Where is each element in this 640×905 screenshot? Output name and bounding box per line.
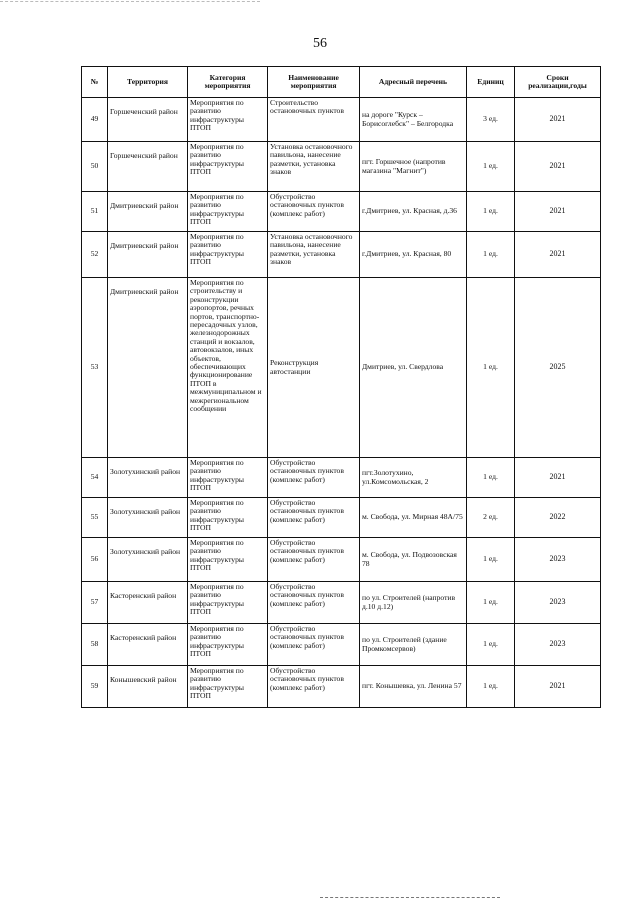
units-cell: 1 ед. [467,624,515,666]
territory-cell: Дмитриевский район [108,232,188,278]
address-cell: пгт.Золотухино, ул.Комсомольская, 2 [360,458,467,498]
category-cell: Мероприятия по развитию инфраструктуры ПТОП [188,582,268,624]
category-cell: Мероприятия по развитию инфраструктуры ПТОП [188,666,268,708]
row-number: 54 [82,458,108,498]
header-address: Адресный перечень [360,67,467,98]
address-cell: г.Дмитриев, ул. Красная, 80 [360,232,467,278]
category-cell: Мероприятия по строительству и реконструкции аэропортов, речных портов, транспортно-пересадочных узлов, железнодорожных станций и вокзалов, автовокзалов, иных объектов, обеспечивающих функционирование ПТОП в межмуниципальном и межрегиональном сообщении [188,278,268,458]
term-cell: 2021 [515,232,601,278]
measure-name-cell: Обустройство остановочных пунктов (комплекс работ) [268,624,360,666]
row-number: 57 [82,582,108,624]
units-cell: 3 ед. [467,98,515,142]
table-row [82,498,601,538]
measure-name-cell: Обустройство остановочных пунктов (комплекс работ) [268,192,360,232]
measure-name-cell: Обустройство остановочных пунктов (комплекс работ) [268,538,360,582]
term-cell: 2023 [515,582,601,624]
units-cell: 1 ед. [467,192,515,232]
header-territory: Территория [108,67,188,98]
bottom-edge-rule [320,897,500,898]
address-cell: пгт. Конышевка, ул. Ленина 57 [360,666,467,708]
table-row [82,278,601,458]
units-cell: 1 ед. [467,232,515,278]
measure-name-cell: Обустройство остановочных пунктов (комплекс работ) [268,666,360,708]
row-number: 50 [82,142,108,192]
table-row [82,666,601,708]
table-row [82,192,601,232]
row-number: 56 [82,538,108,582]
address-cell: пгт. Горшечное (напротив магазина "Магнит") [360,142,467,192]
term-cell: 2021 [515,98,601,142]
header-category: Категория мероприятия [188,67,268,98]
category-cell: Мероприятия по развитию инфраструктуры ПТОП [188,98,268,142]
measure-name-cell: Установка остановочного павильона, нанесение разметки, установка знаков [268,142,360,192]
units-cell: 1 ед. [467,458,515,498]
row-number: 51 [82,192,108,232]
header-units: Единиц [467,67,515,98]
units-cell: 1 ед. [467,582,515,624]
territory-cell: Касторенский район [108,624,188,666]
territory-cell: Горшеченский район [108,98,188,142]
term-cell: 2025 [515,278,601,458]
address-cell: по ул. Строителей (здание Промкомсервов) [360,624,467,666]
territory-cell: Дмитриевский район [108,278,188,458]
territory-cell: Золотухинский район [108,458,188,498]
row-number: 58 [82,624,108,666]
measure-name-cell: Обустройство остановочных пунктов (комплекс работ) [268,458,360,498]
top-edge-rule [0,1,260,2]
address-cell: г.Дмитриев, ул. Красная, д.36 [360,192,467,232]
page-number: 56 [313,36,327,51]
units-cell: 1 ед. [467,666,515,708]
table-row [82,624,601,666]
table-row [82,582,601,624]
units-cell: 1 ед. [467,278,515,458]
units-cell: 1 ед. [467,142,515,192]
category-cell: Мероприятия по развитию инфраструктуры ПТОП [188,498,268,538]
territory-cell: Конышевский район [108,666,188,708]
row-number: 49 [82,98,108,142]
table-header-row [82,67,601,98]
row-number: 55 [82,498,108,538]
row-number: 59 [82,666,108,708]
row-number: 53 [82,278,108,458]
term-cell: 2023 [515,538,601,582]
measure-name-cell: Реконструкция автостанции [268,278,360,458]
address-cell: по ул. Строителей (напротив д.10 д.12) [360,582,467,624]
measure-name-cell: Обустройство остановочных пунктов (комплекс работ) [268,582,360,624]
measure-name-cell: Обустройство остановочных пунктов (комплекс работ) [268,498,360,538]
term-cell: 2023 [515,624,601,666]
table-row [82,538,601,582]
row-number: 52 [82,232,108,278]
measure-name-cell: Установка остановочного павильона, нанесение разметки, установка знаков [268,232,360,278]
category-cell: Мероприятия по развитию инфраструктуры ПТОП [188,458,268,498]
table-row [82,142,601,192]
category-cell: Мероприятия по развитию инфраструктуры ПТОП [188,142,268,192]
table-row [82,458,601,498]
term-cell: 2021 [515,458,601,498]
territory-cell: Золотухинский район [108,538,188,582]
term-cell: 2021 [515,666,601,708]
category-cell: Мероприятия по развитию инфраструктуры ПТОП [188,624,268,666]
term-cell: 2021 [515,142,601,192]
territory-cell: Золотухинский район [108,498,188,538]
address-cell: м. Свобода, ул. Подвозовская 78 [360,538,467,582]
term-cell: 2022 [515,498,601,538]
header-name: Наименование мероприятия [268,67,360,98]
units-cell: 1 ед. [467,538,515,582]
measures-table [81,66,601,708]
address-cell: Дмитриев, ул. Свердлова [360,278,467,458]
address-cell: м. Свобода, ул. Мирная 48А/75 [360,498,467,538]
units-cell: 2 ед. [467,498,515,538]
territory-cell: Горшеченский район [108,142,188,192]
header-no: № [82,67,108,98]
territory-cell: Касторенский район [108,582,188,624]
measure-name-cell: Строительство остановочных пунктов [268,98,360,142]
category-cell: Мероприятия по развитию инфраструктуры ПТОП [188,232,268,278]
table-row [82,232,601,278]
address-cell: на дороге "Курск – Борисоглебск" – Белгородка [360,98,467,142]
category-cell: Мероприятия по развитию инфраструктуры ПТОП [188,192,268,232]
territory-cell: Дмитриевский район [108,192,188,232]
table-row [82,98,601,142]
term-cell: 2021 [515,192,601,232]
header-term: Сроки реализации,годы [515,67,601,98]
category-cell: Мероприятия по развитию инфраструктуры ПТОП [188,538,268,582]
